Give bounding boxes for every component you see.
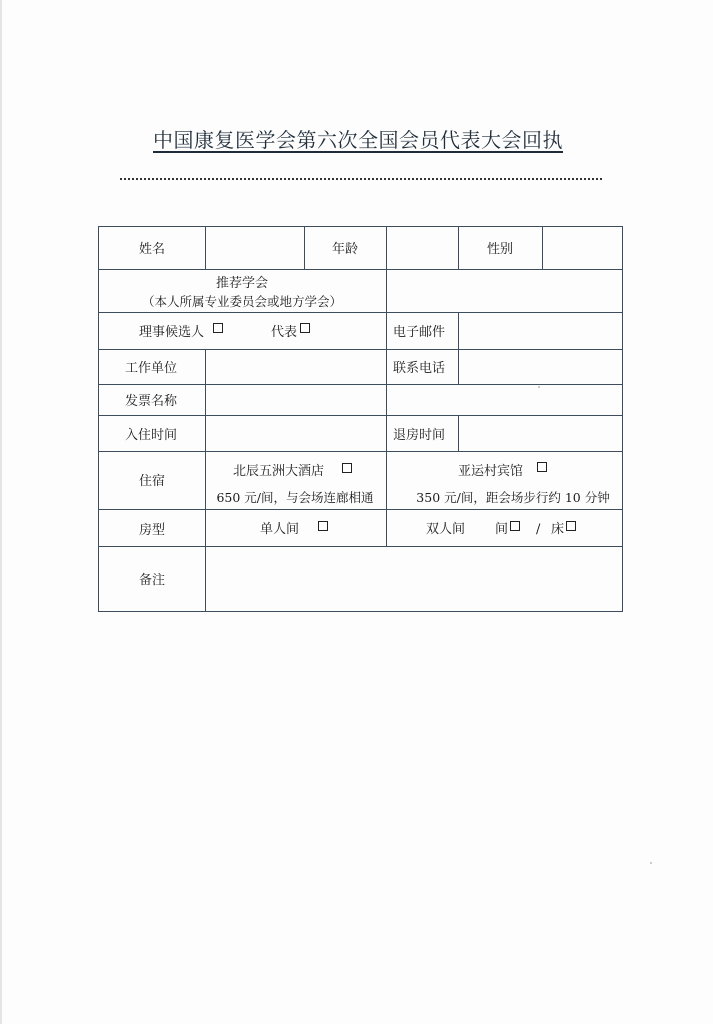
name-label: 姓名 (138, 242, 166, 257)
row-divider (99, 269, 622, 270)
col-divider (304, 227, 305, 269)
single-room-checkbox[interactable] (318, 521, 328, 531)
row-divider (99, 451, 622, 452)
room-type-label: 房型 (138, 523, 166, 538)
col-divider (458, 312, 459, 384)
lodging-label: 住宿 (138, 474, 166, 489)
col-divider (205, 227, 206, 269)
slash-separator: / (536, 522, 541, 537)
row-divider (99, 415, 622, 416)
double-room-bed-checkbox[interactable] (566, 521, 576, 531)
director-candidate-label: 理事候选人 (139, 325, 205, 340)
row-divider (99, 509, 622, 510)
hotel2-description: 350 元/间，距会场步行约 10 分钟 (416, 490, 610, 505)
checkin-label: 入住时间 (125, 428, 178, 443)
col-divider (205, 451, 206, 611)
email-label: 电子邮件 (393, 325, 446, 340)
single-room-label: 单人间 (260, 522, 300, 537)
representative-label: 代表 (271, 325, 298, 340)
col-divider (458, 415, 459, 451)
hotel1-description: 650 元/间，与会场连廊相通 (216, 490, 374, 505)
hotel1-name: 北辰五洲大酒店 (233, 464, 325, 479)
col-divider (458, 227, 459, 269)
checkout-label: 退房时间 (393, 428, 446, 443)
double-room-bed-option: 床 (551, 522, 565, 537)
recommend-sublabel: （本人所属专业委员会或地方学会） (141, 294, 343, 309)
col-divider (542, 227, 543, 269)
hotel1-checkbox[interactable] (342, 463, 352, 473)
invoice-label: 发票名称 (125, 394, 178, 409)
scan-speck (650, 862, 652, 864)
double-room-room-checkbox[interactable] (510, 521, 520, 531)
phone-label: 联系电话 (393, 361, 446, 376)
page-title: 中国康复医学会第六次全国会员代表大会回执 (153, 128, 563, 152)
recommend-label: 推荐学会 (215, 276, 269, 291)
double-room-label: 双人间 (426, 522, 466, 537)
dotted-separator (120, 178, 602, 180)
remarks-label: 备注 (138, 573, 166, 588)
scan-edge (0, 0, 2, 1024)
col-divider (386, 227, 387, 546)
reply-form-table (98, 226, 623, 612)
row-divider (99, 384, 622, 385)
scan-speck (538, 386, 540, 388)
row-divider (99, 349, 622, 350)
work-unit-label: 工作单位 (125, 361, 178, 376)
row-divider (99, 546, 622, 547)
director-candidate-checkbox[interactable] (213, 323, 223, 333)
representative-checkbox[interactable] (300, 323, 310, 333)
row-divider (99, 312, 622, 313)
hotel2-checkbox[interactable] (537, 462, 547, 472)
gender-label: 性别 (486, 242, 514, 257)
age-label: 年龄 (331, 242, 359, 257)
hotel2-name: 亚运村宾馆 (458, 464, 524, 479)
col-divider (205, 349, 206, 451)
double-room-room-option: 间 (495, 522, 509, 537)
